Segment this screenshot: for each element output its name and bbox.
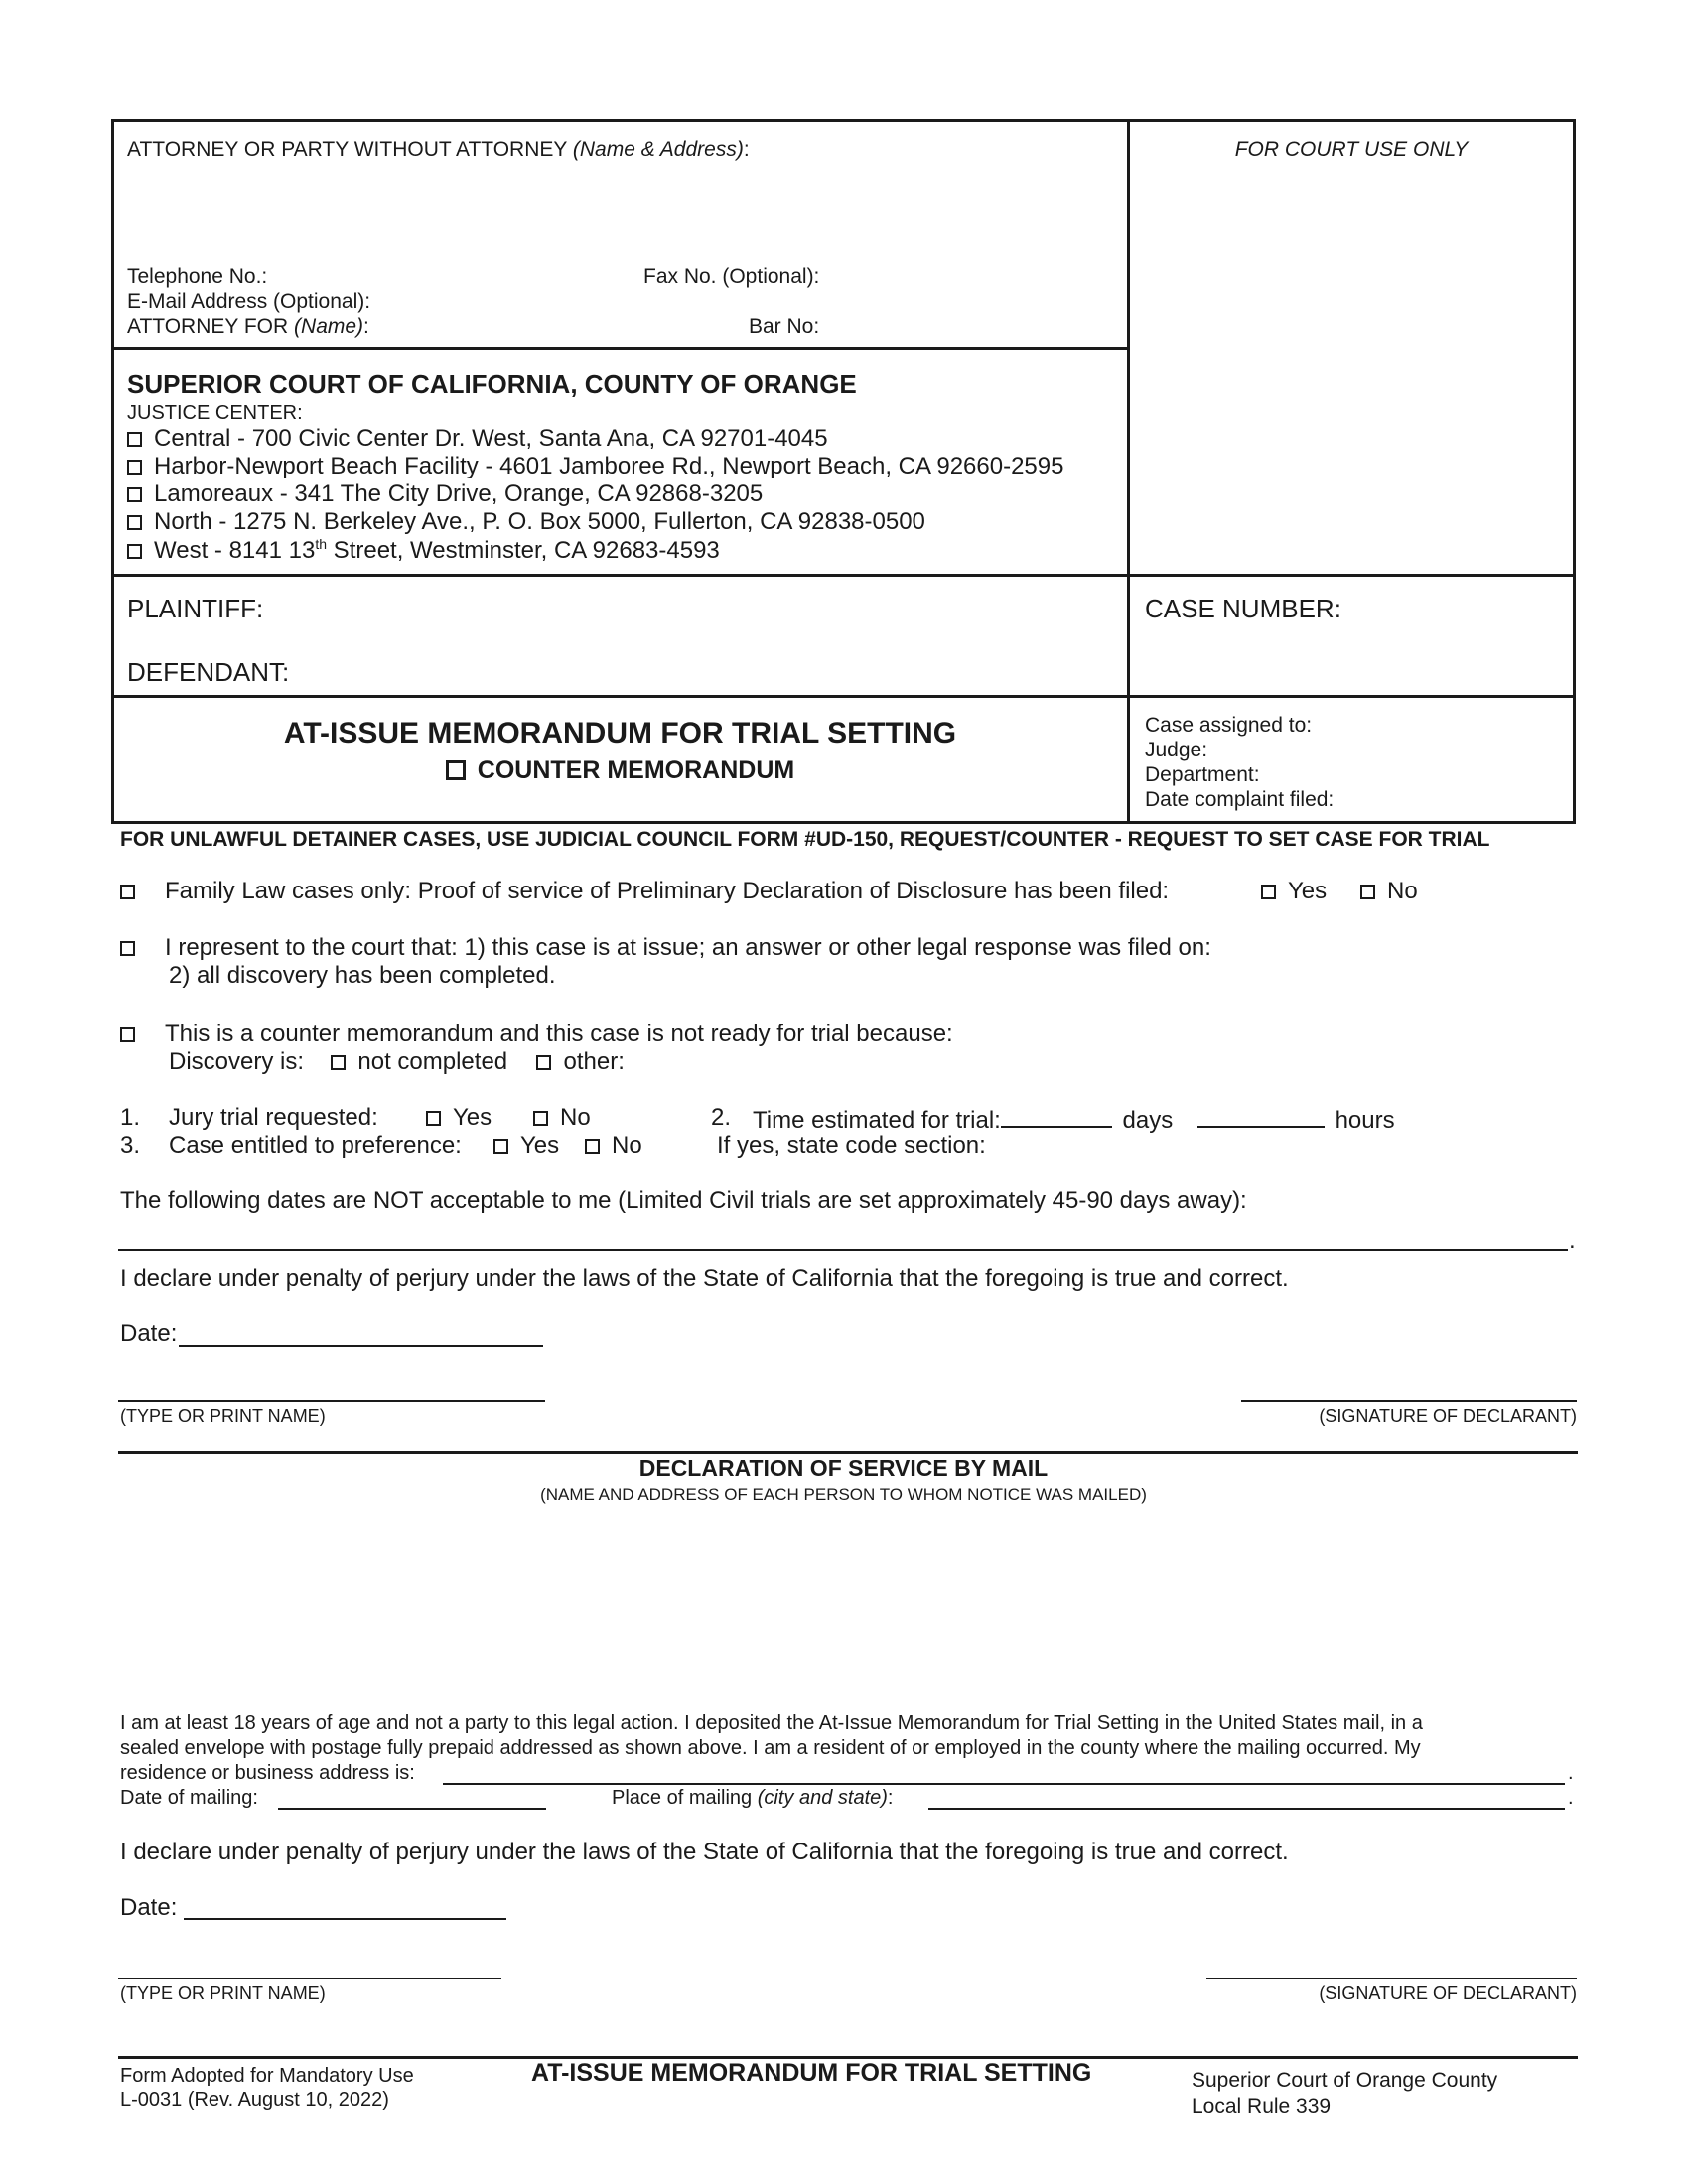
jury-no-text: No <box>560 1104 591 1131</box>
preference-no[interactable] <box>585 1132 642 1160</box>
footer-court: Superior Court of Orange County <box>1192 2069 1498 2092</box>
central-checkbox[interactable] <box>127 432 142 447</box>
justice-center-harbor[interactable] <box>127 453 1063 480</box>
dates-not-acceptable: The following dates are NOT acceptable to me (Limited Civil trials are set approximately 45-90 days away): <box>120 1187 1247 1214</box>
signature-caption: (SIGNATURE OF DECLARANT) <box>1319 1406 1577 1426</box>
signature-line[interactable] <box>1241 1400 1577 1402</box>
family-law-no-text: No <box>1387 878 1418 904</box>
preference-number: 3. <box>120 1132 141 1159</box>
attorney-for-text: ATTORNEY FOR <box>127 315 289 338</box>
justice-center-north[interactable] <box>127 508 925 536</box>
preference-no-checkbox[interactable] <box>585 1139 600 1154</box>
service-divider <box>118 1451 1578 1454</box>
case-number-label[interactable]: CASE NUMBER: <box>1145 594 1341 623</box>
code-section-label[interactable]: If yes, state code section: <box>717 1132 986 1159</box>
justice-center-label: JUSTICE CENTER: <box>127 402 303 424</box>
service-date-line[interactable] <box>184 1918 506 1920</box>
form-title: AT-ISSUE MEMORANDUM FOR TRIAL SETTING <box>283 717 957 750</box>
represent-text-2: 2) all discovery has been completed. <box>169 962 556 989</box>
preference-no-text: No <box>612 1132 642 1159</box>
family-law-row <box>120 878 1169 905</box>
other-checkbox[interactable] <box>536 1055 551 1070</box>
date-line[interactable] <box>179 1345 543 1347</box>
family-law-yes[interactable] <box>1261 878 1327 905</box>
west-checkbox[interactable] <box>127 544 142 559</box>
hours-field[interactable] <box>1197 1104 1325 1128</box>
attorney-section-bottom <box>111 347 1129 350</box>
justice-center-lamoreaux[interactable] <box>127 480 763 508</box>
family-law-yes-text: Yes <box>1288 878 1328 904</box>
residence-address-line[interactable] <box>443 1783 1565 1785</box>
attorney-for-label[interactable] <box>127 315 369 339</box>
justice-center-west[interactable] <box>127 536 720 565</box>
date-label: Date: <box>120 1320 178 1347</box>
date-of-mailing-line[interactable] <box>278 1808 546 1810</box>
counter-memorandum-option[interactable] <box>111 756 1129 785</box>
bar-no-label[interactable]: Bar No: <box>749 315 820 338</box>
defendant-label[interactable]: DEFENDANT: <box>127 657 290 687</box>
family-law-yes-checkbox[interactable] <box>1261 885 1276 899</box>
attorney-label <box>127 138 750 162</box>
days-label: days <box>1122 1107 1174 1134</box>
place-of-mailing-colon: : <box>887 1787 894 1809</box>
service-type-name-caption: (TYPE OR PRINT NAME) <box>120 1983 326 2003</box>
justice-center-central[interactable] <box>127 425 828 453</box>
jury-yes-checkbox[interactable] <box>426 1111 441 1126</box>
service-subtitle: (NAME AND ADDRESS OF EACH PERSON TO WHOM NOTICE WAS MAILED) <box>540 1485 1147 1504</box>
attorney-for-colon: : <box>363 315 369 338</box>
type-name-line[interactable] <box>118 1400 545 1402</box>
attorney-for-italic: (Name) <box>294 315 364 338</box>
north-text: North - 1275 N. Berkeley Ave., P. O. Box 5000, Fullerton, CA 92838-0500 <box>154 508 925 535</box>
time-estimate-label: Time estimated for trial: <box>753 1107 1001 1134</box>
residence-line-period: . <box>1568 1762 1574 1784</box>
footer-form-number: L-0031 (Rev. August 10, 2022) <box>120 2089 389 2111</box>
preference-yes-checkbox[interactable] <box>493 1139 508 1154</box>
discovery-row <box>169 1048 625 1076</box>
harbor-text: Harbor-Newport Beach Facility - 4601 Jamboree Rd., Newport Beach, CA 92660-2595 <box>154 453 1064 479</box>
not-completed-checkbox[interactable] <box>331 1055 346 1070</box>
date-complaint-filed-label[interactable]: Date complaint filed: <box>1145 788 1335 811</box>
service-signature-caption: (SIGNATURE OF DECLARANT) <box>1319 1983 1577 2003</box>
represent-checkbox[interactable] <box>120 941 135 956</box>
service-date-label: Date: <box>120 1894 178 1921</box>
represent-row <box>120 934 1211 962</box>
attorney-label-colon: : <box>743 138 750 161</box>
court-section-bottom <box>111 574 1576 577</box>
preference-yes-text: Yes <box>520 1132 560 1159</box>
judge-label[interactable]: Judge: <box>1145 739 1208 761</box>
service-para-1: I am at least 18 years of age and not a party to this legal action. I deposited the At-Issue Memorandum for Trial Setting in the United States mail, in a <box>120 1712 1423 1734</box>
service-para-2: sealed envelope with postage fully prepaid addressed as shown above. I am a resident of or employed in the county where the mailing occurred. My <box>120 1737 1421 1759</box>
declare-text: I declare under penalty of perjury under the laws of the State of California that the foregoing is true and correct. <box>120 1265 1289 1292</box>
place-of-mailing-text: Place of mailing <box>612 1787 753 1809</box>
jury-yes[interactable] <box>426 1104 492 1132</box>
harbor-checkbox[interactable] <box>127 460 142 475</box>
department-label[interactable]: Department: <box>1145 763 1260 786</box>
jury-label: Jury trial requested: <box>169 1104 378 1131</box>
type-name-caption: (TYPE OR PRINT NAME) <box>120 1406 326 1426</box>
time-estimate-number: 2. <box>711 1104 732 1131</box>
footer-title: AT-ISSUE MEMORANDUM FOR TRIAL SETTING <box>531 2059 1092 2087</box>
jury-no[interactable] <box>533 1104 591 1132</box>
court-use-only: FOR COURT USE ONLY <box>1234 138 1469 161</box>
west-text-b: Street, Westminster, CA 92683-4593 <box>327 537 720 564</box>
place-line-period: . <box>1568 1787 1574 1809</box>
date-of-mailing-label: Date of mailing: <box>120 1787 258 1809</box>
place-of-mailing-line[interactable] <box>928 1808 1565 1810</box>
service-title: DECLARATION OF SERVICE BY MAIL <box>638 1455 1049 1481</box>
counter-memo-checkbox[interactable] <box>120 1027 135 1042</box>
hours-label: hours <box>1335 1107 1395 1134</box>
family-law-checkbox[interactable] <box>120 885 135 899</box>
service-declare-text: I declare under penalty of perjury under the laws of the State of California that the foregoing is true and correct. <box>120 1839 1289 1865</box>
service-signature-line[interactable] <box>1206 1978 1577 1979</box>
jury-no-checkbox[interactable] <box>533 1111 548 1126</box>
jury-number: 1. <box>120 1104 141 1131</box>
central-text: Central - 700 Civic Center Dr. West, Santa Ana, CA 92701-4045 <box>154 425 828 452</box>
represent-text-1: I represent to the court that: 1) this case is at issue; an answer or other legal response was filed on: <box>165 934 1211 961</box>
place-of-mailing-italic: (city and state) <box>757 1787 888 1809</box>
counter-memorandum-checkbox[interactable] <box>446 760 466 780</box>
email-label[interactable]: E-Mail Address (Optional): <box>127 290 371 313</box>
counter-memo-text: This is a counter memorandum and this case is not ready for trial because: <box>165 1021 953 1047</box>
discovery-is-label: Discovery is: <box>169 1048 305 1075</box>
days-field[interactable] <box>1001 1104 1112 1128</box>
parties-section-bottom <box>111 695 1576 698</box>
footer-adopted: Form Adopted for Mandatory Use <box>120 2065 414 2087</box>
preference-yes[interactable] <box>493 1132 559 1160</box>
lamoreaux-text: Lamoreaux - 341 The City Drive, Orange, CA 92868-3205 <box>154 480 764 507</box>
not-completed-text: not completed <box>357 1048 508 1075</box>
telephone-label[interactable]: Telephone No.: <box>127 265 268 288</box>
plaintiff-label[interactable]: PLAINTIFF: <box>127 594 264 623</box>
counter-memorandum-text: COUNTER MEMORANDUM <box>477 756 795 784</box>
jury-yes-text: Yes <box>453 1104 492 1131</box>
north-checkbox[interactable] <box>127 515 142 530</box>
dates-not-acceptable-line[interactable] <box>118 1249 1568 1251</box>
family-law-text: Family Law cases only: Proof of service of Preliminary Declaration of Disclosure has been filed: <box>165 878 1170 904</box>
west-text-sup: th <box>315 536 328 552</box>
ud-notice: FOR UNLAWFUL DETAINER CASES, USE JUDICIAL COUNCIL FORM #UD-150, REQUEST/COUNTER - REQUEST TO SET CASE FOR TRIAL <box>120 828 1490 851</box>
preference-label: Case entitled to preference: <box>169 1132 462 1159</box>
time-estimate-row <box>753 1104 1395 1135</box>
service-para-3: residence or business address is: <box>120 1762 415 1784</box>
fax-label[interactable]: Fax No. (Optional): <box>643 265 820 288</box>
family-law-no[interactable] <box>1360 878 1418 905</box>
attorney-label-text: ATTORNEY OR PARTY WITHOUT ATTORNEY <box>127 138 568 161</box>
dates-line-period: . <box>1569 1227 1576 1254</box>
counter-memo-row <box>120 1021 953 1048</box>
lamoreaux-checkbox[interactable] <box>127 487 142 502</box>
west-text-a: West - 8141 13 <box>154 537 316 564</box>
place-of-mailing-label <box>612 1787 893 1810</box>
service-type-name-line[interactable] <box>118 1978 501 1979</box>
other-text: other: <box>563 1048 625 1075</box>
court-title: SUPERIOR COURT OF CALIFORNIA, COUNTY OF ORANGE <box>127 369 857 399</box>
attorney-label-italic: (Name & Address) <box>572 138 744 161</box>
case-assigned-label: Case assigned to: <box>1145 714 1313 737</box>
family-law-no-checkbox[interactable] <box>1360 885 1375 899</box>
footer-rule: Local Rule 339 <box>1192 2095 1332 2117</box>
